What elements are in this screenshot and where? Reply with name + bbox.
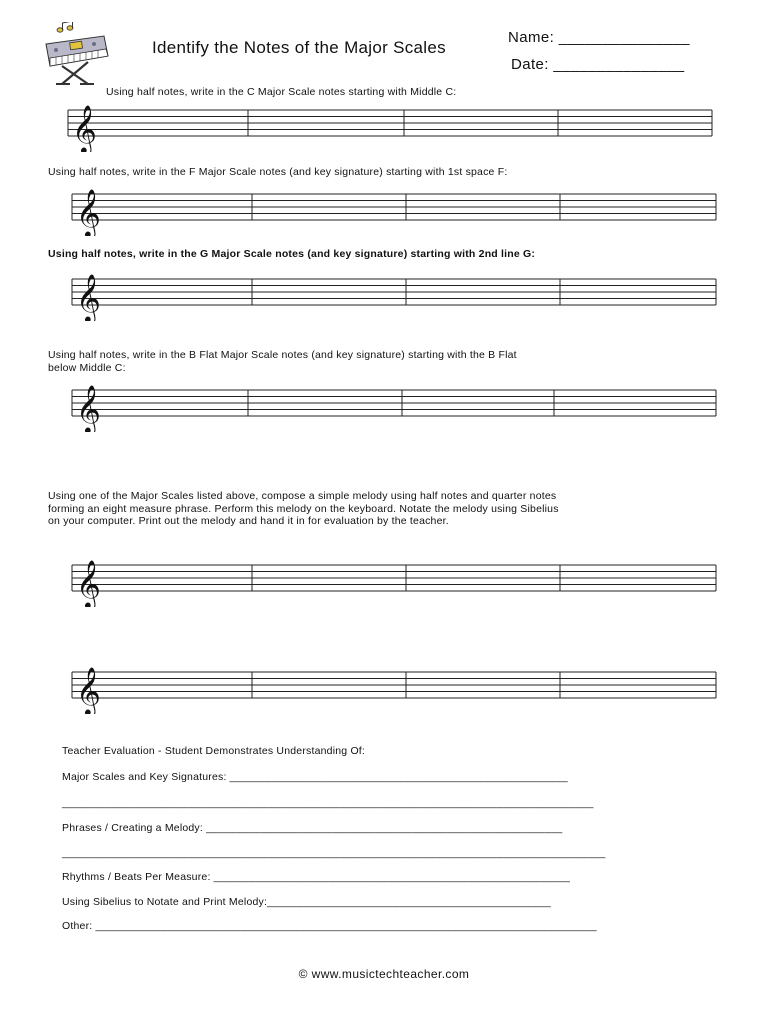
evaluation-line-other[interactable]: Other: ___________________________________________________________________________________ — [62, 920, 597, 932]
evaluation-line-phrases[interactable]: Phrases / Creating a Melody: ___________________________________________________________ — [62, 822, 563, 834]
treble-clef-icon: 𝄞 — [76, 559, 101, 607]
exercise-1-instruction: Using half notes, write in the C Major Scale notes starting with Middle C: — [106, 86, 457, 98]
footer-copyright: © www.musictechteacher.com — [298, 967, 470, 981]
evaluation-line-blank[interactable]: ________________________________________________________________________________________ — [62, 797, 594, 809]
treble-clef-icon: 𝄞 — [76, 273, 101, 321]
name-field[interactable]: Name: _______________ — [508, 29, 690, 46]
music-staff[interactable] — [60, 184, 720, 236]
evaluation-line-rhythms[interactable]: Rhythms / Beats Per Measure: ___________________________________________________________ — [62, 871, 571, 883]
treble-clef-icon: 𝄞 — [76, 384, 101, 432]
evaluation-line-blank[interactable]: __________________________________________________________________________________________ — [62, 847, 606, 859]
music-staff[interactable] — [60, 380, 720, 432]
keyboard-clipart-icon — [40, 22, 112, 86]
treble-clef-icon: 𝄞 — [76, 188, 101, 236]
page-title: Identify the Notes of the Major Scales — [152, 38, 446, 57]
music-staff[interactable] — [60, 100, 720, 152]
evaluation-line-sibelius[interactable]: Using Sibelius to Notate and Print Melody:_______________________________________________ — [62, 896, 551, 908]
date-field[interactable]: Date: _______________ — [511, 56, 685, 73]
exercise-2-instruction: Using half notes, write in the F Major Scale notes (and key signature) starting with 1st space F: — [48, 166, 508, 178]
treble-clef-icon: 𝄞 — [76, 666, 101, 714]
music-staff[interactable] — [60, 662, 720, 714]
exercise-3-instruction: Using half notes, write in the G Major Scale notes (and key signature) starting with 2nd line G: — [48, 248, 536, 260]
exercise-4-instruction: Using half notes, write in the B Flat Major Scale notes (and key signature) starting with the B Flat below Middle C: — [48, 349, 517, 374]
evaluation-heading: Teacher Evaluation - Student Demonstrates Understanding Of: — [62, 745, 366, 757]
music-staff[interactable] — [60, 555, 720, 607]
treble-clef-icon: 𝄞 — [72, 104, 97, 152]
evaluation-line-scales[interactable]: Major Scales and Key Signatures: ________________________________________________________ — [62, 771, 568, 783]
exercise-5-instruction: Using one of the Major Scales listed above, compose a simple melody using half notes and quarter notes forming an eight measure phrase. Perform this melody on the keyboard. Notate the melody using Sibelius on your computer. Print out the melody and hand it in for evaluation by the teacher. — [48, 490, 559, 527]
music-staff[interactable] — [60, 269, 720, 321]
